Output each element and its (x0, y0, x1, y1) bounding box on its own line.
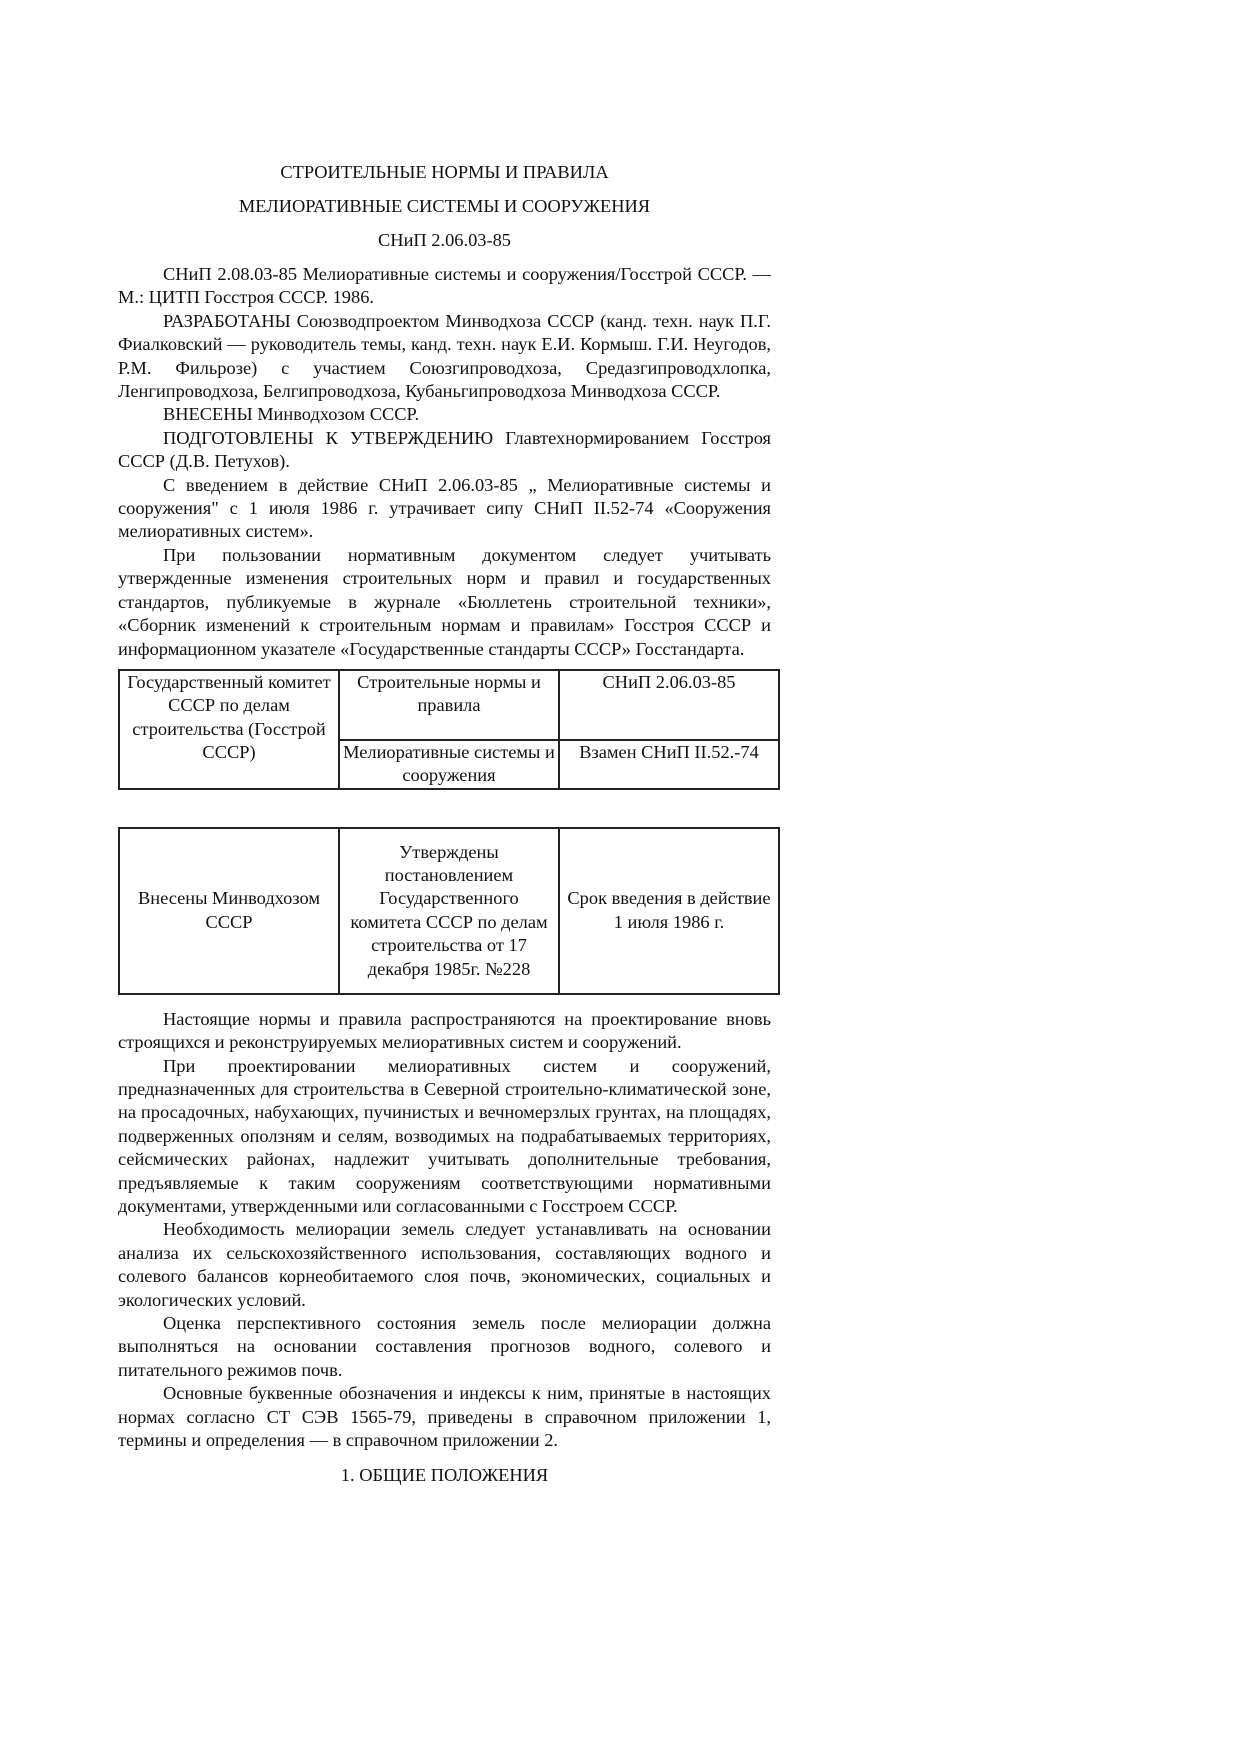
authority-cell: Государственный комитет СССР по делам строительства (Госстрой СССР) (119, 670, 339, 789)
intro-paragraph-citation: СНиП 2.08.03-85 Мелиоративные системы и сооружения/Госстрой СССР. — М.: ЦИТП Госстроя СССР. 1986. (118, 264, 771, 308)
document-content (118, 161, 771, 1488)
effective-label: Срок введения в действие (567, 888, 771, 909)
intro-paragraph-amendments: При пользовании нормативным документом следует учитывать утвержденные изменения строительных норм и правил и государственных стандартов, публикуемые в журнале «Бюллетень строительной техники», «Сборник изменений к строительным нормам и правилам» Госстроя СССР и информационном указателе «Государственные стандарты СССР» Госстандарта. (118, 544, 771, 659)
section-heading: 1. ОБЩИЕ ПОЛОЖЕНИЯ (340, 1465, 549, 1486)
effective-date: 1 июля 1986 г. (613, 911, 725, 932)
doc-title-cell: Мелиоративные системы и сооружения (339, 740, 559, 789)
document-header-table (118, 669, 780, 790)
body-paragraph-necessity: Необходимость мелиорации земель следует устанавливать на основании анализа их сельскохозяйственного использования, составляющих водного и солевого балансов корнеобитаемого слоя почв, экономических, социальных и экологических условий. (118, 1219, 771, 1310)
intro-paragraph-prepared-by: ПОДГОТОВЛЕНЫ К УТВЕРЖДЕНИЮ Главтехнормированием Госстроя СССР (Д.В. Петухов). (118, 427, 771, 472)
body-paragraph-scope: Настоящие нормы и правила распространяются на проектирование вновь строящихся и реконструируемых мелиоративных систем и сооружений. (118, 1008, 771, 1053)
doc-code-cell: СНиП 2.06.03-85 (559, 670, 779, 740)
doc-type-cell: Строительные нормы и правила (339, 670, 559, 740)
document-subtitle: МЕЛИОРАТИВНЫЕ СИСТЕМЫ И СООРУЖЕНИЯ (238, 196, 651, 216)
intro-paragraph-developed-by: РАЗРАБОТАНЫ Союзводпроектом Минводхоза СССР (канд. техн. наук П.Г. Фиалковский — руководитель темы, канд. техн. наук Е.И. Кормыш. Г.И. Неугодов, Р.М. Фильрозе) с участием Союзгипроводхоза, Средазгипроводхлопка, Ленгипроводхоза, Белгипроводхоза, Кубаньгипроводхоза Минводхоза СССР. (118, 310, 771, 402)
submitted-by-cell: Внесены Минводхозом СССР (119, 828, 339, 994)
body-paragraph-assessment: Оценка перспективного состояния земель после мелиорации должна выполняться на основании составления прогнозов водного, солевого и питательного режимов почв. (118, 1313, 771, 1380)
body-paragraph-special-conditions: При проектировании мелиоративных систем и сооружений, предназначенных для строительства в Северной строительно-климатической зоне, на просадочных, набухающих, пучинистых и вечномерзлых грунтах, на площадях, подверженных оползням и селям, возводимых на подрабатываемых территориях, сейсмических районах, надлежит учитывать дополнительные требования, предъявляемые к таким сооружениям соответствующими нормативными документами, утвержденными или согласованными с Госстроем СССР. (118, 1055, 771, 1216)
document-code: СНиП 2.06.03-85 (378, 230, 511, 250)
document-title: СТРОИТЕЛЬНЫЕ НОРМЫ И ПРАВИЛА (280, 162, 609, 182)
effective-date-cell (559, 828, 779, 994)
intro-paragraph-submitted-by: ВНЕСЕНЫ Минводхозом СССР. (163, 404, 420, 425)
replaces-cell: Взамен СНиП II.52.-74 (559, 740, 779, 789)
body-paragraph-notation: Основные буквенные обозначения и индексы к ним, принятые в настоящих нормах согласно СТ СЭВ 1565-79, приведены в справочном приложении 1, термины и определения — в справочном приложении 2. (118, 1383, 771, 1451)
intro-paragraph-supersedes: С введением в действие СНиП 2.06.03-85 „ Мелиоративные системы и сооружения" с 1 июля 1986 г. утрачивает сипу СНиП II.52-74 «Сооружения мелиоративных систем». (118, 474, 771, 542)
approved-by-cell: Утверждены постановлением Государственного комитета СССР по делам строительства от 17 декабря 1985г. №228 (339, 828, 559, 994)
approval-table (118, 827, 780, 995)
